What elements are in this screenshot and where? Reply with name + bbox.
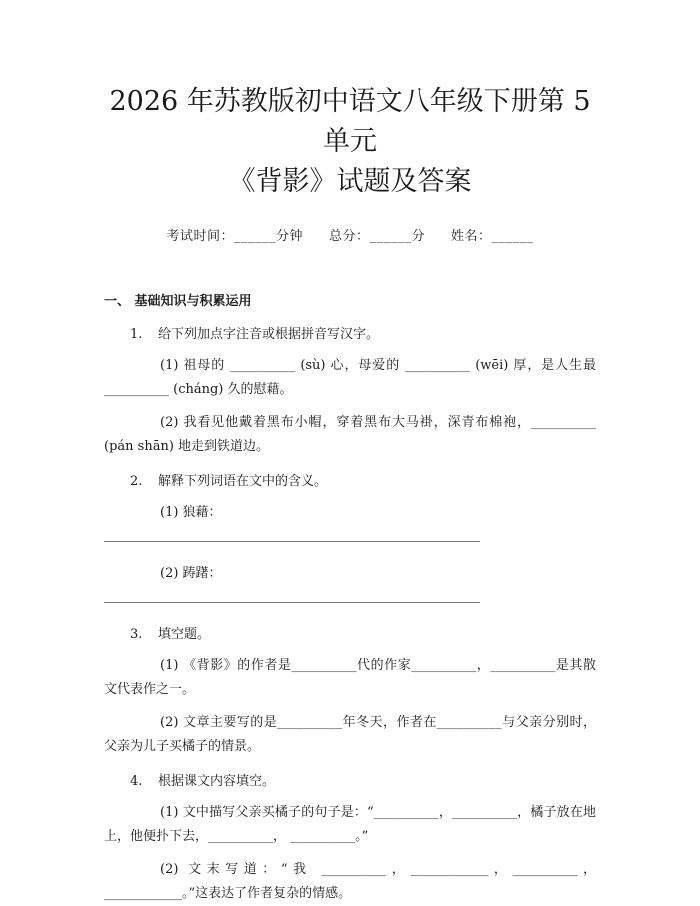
question-3-sub-2: (2) 文章主要写的是__________年冬天，作者在__________与父亲分别时，父亲为儿子买橘子的情景。 xyxy=(104,715,596,754)
question-4-sub-2: (2) 文末写道：“我 __________，____________，__________，____________。”这表达了作者复杂的情感。 xyxy=(104,862,596,901)
answer-line xyxy=(104,527,480,542)
question-3 xyxy=(104,625,596,645)
question-2 xyxy=(104,472,596,492)
question-2-sub-1: (1) 狼藉： xyxy=(160,505,222,520)
exam-score: 总分：______分 xyxy=(328,229,425,244)
question-1-sub-2: (2) 我看见他戴着黑布小帽，穿着黑布大马褂，深青布棉袍，__________ (pán shān) 地走到铁道边。 xyxy=(104,415,596,454)
question-number: 1. xyxy=(130,327,143,342)
exam-name: 姓名：______ xyxy=(451,229,534,244)
question-text: 给下列加点字注音或根据拼音写汉字。 xyxy=(158,327,380,342)
question-text: 填空题。 xyxy=(158,627,211,642)
question-1-sub-1: (1) 祖母的 __________ (sù) 心，母爱的 __________ (wēi) 厚，是人生最 __________ (cháng) 久的慰藉。 xyxy=(104,358,596,397)
question-number: 4. xyxy=(130,774,143,789)
question-number: 3. xyxy=(130,627,143,642)
page-title xyxy=(104,0,596,202)
exam-time: 考试时间：______分钟 xyxy=(166,229,303,244)
title-line-1: 2026 年苏教版初中语文八年级下册第 5 单元 xyxy=(109,86,591,157)
section-title: 一、 基础知识与积累运用 xyxy=(104,294,252,309)
question-3-sub-1: (1) 《背影》的作者是__________代的作家__________，__________是其散文代表作之一。 xyxy=(104,658,596,697)
question-4 xyxy=(104,772,596,792)
question-2-sub-2: (2) 踌躇： xyxy=(160,566,222,581)
question-number: 2. xyxy=(130,474,143,489)
question-4-sub-1: (1) 文中描写父亲买橘子的句子是：“__________，__________，橘子放在地上，他便扑下去，__________， __________。” xyxy=(104,805,596,844)
question-text: 解释下列词语在文中的含义。 xyxy=(158,474,328,489)
answer-line xyxy=(104,588,480,603)
exam-meta xyxy=(104,225,596,244)
question-1 xyxy=(104,325,596,345)
title-line-2: 《背影》试题及答案 xyxy=(228,166,472,197)
question-text: 根据课文内容填空。 xyxy=(158,774,276,789)
